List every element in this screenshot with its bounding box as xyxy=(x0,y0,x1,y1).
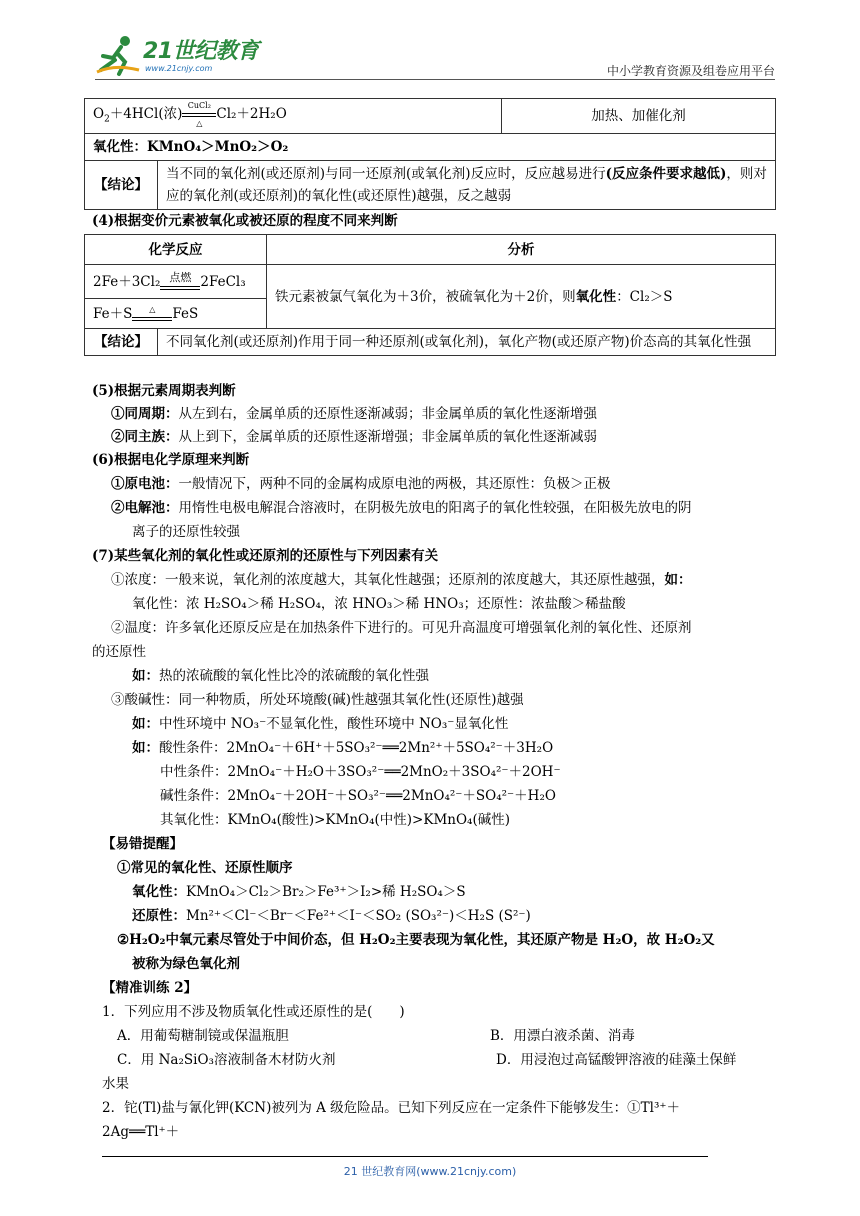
footer-text: 21 世纪教育网(www.21cnjy.com) xyxy=(343,1165,517,1178)
col-header-analysis: 分析 xyxy=(267,235,776,265)
s6-l1-label: ①原电池： xyxy=(111,476,179,492)
analysis-cell xyxy=(267,265,776,329)
q1-option-d: D．用浸泡过高锰酸钾溶液的硅藻土保鲜 xyxy=(496,1052,737,1068)
heat-label: △ xyxy=(196,119,203,128)
conclusion-table-2 xyxy=(84,328,776,356)
tip1-red-text: Mn²⁺＜Cl⁻＜Br⁻＜Fe²⁺＜I⁻＜SO₂ (SO₃²⁻)＜H₂S (S²⁻) xyxy=(186,908,531,924)
section7-title: (7)某些氧化剂的氧化性或还原剂的还原性与下列因素有关 xyxy=(92,548,439,564)
section5-title: (5)根据元素周期表判断 xyxy=(92,383,236,399)
analysis-bold: 氧化性 xyxy=(575,288,617,305)
section5-line1 xyxy=(111,403,597,425)
conclusion-part-b: ，则对应的氧化剂(或还原剂)的氧化性(或还原性)越强，反之越弱 xyxy=(166,166,767,204)
oxidizing-order: KMnO₄＞MnO₂＞O₂ xyxy=(147,138,289,155)
conclusion-bold: (反应条件要求越低) xyxy=(605,166,727,182)
tips-title: 【易错提醒】 xyxy=(102,836,183,852)
conclusion-text xyxy=(158,161,776,210)
tip2-cont: 被称为绿色氧化剂 xyxy=(132,956,240,972)
conclusion-text-2: 不同氧化剂(或还原剂)作用于同一种还原剂(或氧化剂)，氧化产物(或还原产物)价态高的其氧化性强 xyxy=(158,329,776,356)
eq-acidic-text: 酸性条件：2MnO₄⁻＋6H⁺＋5SO₃²⁻══2Mn²⁺＋5SO₄²⁻＋3H₂O xyxy=(159,740,554,756)
question-2-cont: 2Ag══Tl⁺＋ xyxy=(102,1124,180,1140)
reaction-mid: ＋4HCl(浓) xyxy=(109,106,183,122)
q1-option-d-cont: 水果 xyxy=(102,1076,129,1092)
q1-option-c: C．用 Na₂SiO₃溶液制备木材防火剂 xyxy=(117,1052,336,1068)
r1-cond-text: 点燃 xyxy=(169,270,192,284)
oxidizing-row xyxy=(85,133,776,160)
analysis-part-b: ：Cl₂＞S xyxy=(616,288,673,305)
equation-acidic xyxy=(132,737,553,759)
tip1-ox-text: KMnO₄＞Cl₂＞Br₂＞Fe³⁺＞I₂>稀 H₂SO₄＞S xyxy=(186,884,466,900)
reaction-condition xyxy=(182,101,216,128)
oxidizing-comparison: 其氧化性：KMnO₄(酸性)>KMnO₄(中性)>KMnO₄(碱性) xyxy=(160,812,510,828)
q1-option-b: B．用漂白液杀菌、消毒 xyxy=(490,1028,635,1044)
footer-divider xyxy=(102,1156,708,1157)
logo-text: 21世纪教育 xyxy=(143,39,259,64)
page-header xyxy=(95,30,775,82)
platform-name: 中小学教育资源及组卷应用平台 xyxy=(606,64,775,78)
s6-l2-label: ②电解池： xyxy=(111,500,179,516)
r2-cond-text: △ xyxy=(149,305,156,314)
q1-option-a: A．用葡萄糖制镜或保温瓶胆 xyxy=(117,1028,289,1044)
tip1-red-label: 还原性： xyxy=(132,908,186,924)
tip1-reducing xyxy=(132,905,531,927)
conclusion-table-1 xyxy=(84,160,776,210)
tip2-text: ②H₂O₂中氧元素尽管处于中间价态，但 H₂O₂主要表现为氧化性，其还原产物是 H₂O，故 H₂O₂又 xyxy=(117,932,715,948)
section6-line2-cont: 离子的还原性较强 xyxy=(132,524,240,540)
s6-l1-text: 一般情况下，两种不同的金属构成原电池的两极，其还原性：负极＞正极 xyxy=(178,476,611,492)
temperature-example xyxy=(132,665,429,687)
s6-l2-text: 用惰性电极电解混合溶液时，在阴极先放电的阳离子的氧化性较强，在阳极先放电的阴 xyxy=(178,500,692,516)
catalyst-label: CuCl₂ xyxy=(187,101,211,110)
conclusion-part-a: 当不同的氧化剂(或还原剂)与同一还原剂(或氧化剂)反应时，反应越易进行 xyxy=(166,166,606,182)
reaction-table-1 xyxy=(84,98,776,161)
analysis-part-a: 铁元素被氯气氧化为＋3价，被硫氧化为＋2价，则 xyxy=(275,288,576,305)
reaction-o: O xyxy=(93,106,105,122)
acidity-line: ③酸碱性：同一种物质，所处环境酸(碱)性越强其氧化性(还原性)越强 xyxy=(111,692,524,708)
c1-bold: 如： xyxy=(664,572,692,588)
l1-text: 从左到右，金属单质的还原性逐渐减弱；非金属单质的氧化性逐渐增强 xyxy=(178,406,597,422)
equation-neutral: 中性条件：2MnO₄⁻＋H₂O＋3SO₃²⁻══2MnO₂＋3SO₄²⁻＋2OH⁻ xyxy=(160,764,561,780)
section6-line2 xyxy=(111,497,692,519)
r1-right: 2FeCl₃ xyxy=(200,273,246,290)
r1-condition xyxy=(160,270,200,292)
runner-icon xyxy=(95,34,141,78)
conclusion-label: 【结论】 xyxy=(85,161,158,210)
reaction-suffix: Cl₂＋2H₂O xyxy=(216,106,287,122)
reaction-fe-s xyxy=(85,299,267,329)
header-divider xyxy=(95,79,775,80)
temperature-line: ②温度：许多氧化还原反应是在加热条件下进行的。可见升高温度可增强氧化剂的氧化性、还原剂 xyxy=(111,620,692,636)
acidity-example xyxy=(132,713,508,735)
reaction-fe-cl xyxy=(85,265,267,299)
tip1-title: ①常见的氧化性、还原性顺序 xyxy=(117,860,293,876)
section5-line2 xyxy=(111,426,597,448)
section4-title: (4)根据变价元素被氧化或被还原的程度不同来判断 xyxy=(92,213,398,229)
oxidizing-label: 氧化性： xyxy=(93,138,147,155)
concentration-cont: 氧化性：浓 H₂SO₄＞稀 H₂SO₄，浓 HNO₃＞稀 HNO₃；还原性：浓盐酸＞稀盐酸 xyxy=(132,596,626,612)
question-2: 2．铊(Tl)盐与氰化钾(KCN)被列为 A 级危险品。已知下列反应在一定条件下能够发生：①Tl³⁺＋ xyxy=(102,1100,681,1116)
equation-basic: 碱性条件：2MnO₄⁻＋2OH⁻＋SO₃²⁻══2MnO₄²⁻＋SO₄²⁻＋H₂O xyxy=(160,788,556,804)
r2-condition xyxy=(132,305,172,323)
c1-text: ①浓度：一般来说，氧化剂的浓度越大，其氧化性越强；还原剂的浓度越大，其还原性越强， xyxy=(111,572,665,588)
tip1-ox-label: 氧化性： xyxy=(132,884,186,900)
logo xyxy=(95,34,265,78)
reaction-table-2 xyxy=(84,234,776,329)
r1-left: 2Fe＋3Cl₂ xyxy=(93,273,161,290)
question-1: 1．下列应用不涉及物质氧化性或还原性的是( ) xyxy=(102,1004,405,1020)
c2-eg-text: 热的浓硫酸的氧化性比冷的浓硫酸的氧化性强 xyxy=(159,668,429,684)
c3-eg-text: 中性环境中 NO₃⁻不显氧化性，酸性环境中 NO₃⁻显氧化性 xyxy=(159,716,509,732)
temperature-cont: 的还原性 xyxy=(92,644,146,660)
l2-text: 从上到下，金属单质的还原性逐渐增强；非金属单质的氧化性逐渐减弱 xyxy=(178,429,597,445)
col-header-reaction: 化学反应 xyxy=(85,235,267,265)
c2-eg-label: 如： xyxy=(132,668,159,684)
section6-title: (6)根据电化学原理来判断 xyxy=(92,452,250,468)
eq-label: 如： xyxy=(132,740,159,756)
reaction-cell: $O_2+4HCl$(浓)CuCl₂ △Cl₂＋2H₂O xyxy=(85,99,502,134)
section6-line1 xyxy=(111,473,611,495)
practice-title: 【精准训练 2】 xyxy=(102,980,198,996)
conclusion-label-2: 【结论】 xyxy=(85,329,158,356)
tip1-oxidizing xyxy=(132,881,466,903)
l1-label: ①同周期： xyxy=(111,406,179,422)
c3-eg-label: 如： xyxy=(132,716,159,732)
condition-cell: 加热、加催化剂 xyxy=(502,99,776,134)
logo-url: www.21cnjy.com xyxy=(145,64,213,73)
l2-label: ②同主族： xyxy=(111,429,179,445)
r2-right: FeS xyxy=(172,305,199,322)
concentration-line xyxy=(111,569,692,591)
r2-left: Fe＋S xyxy=(93,305,133,322)
